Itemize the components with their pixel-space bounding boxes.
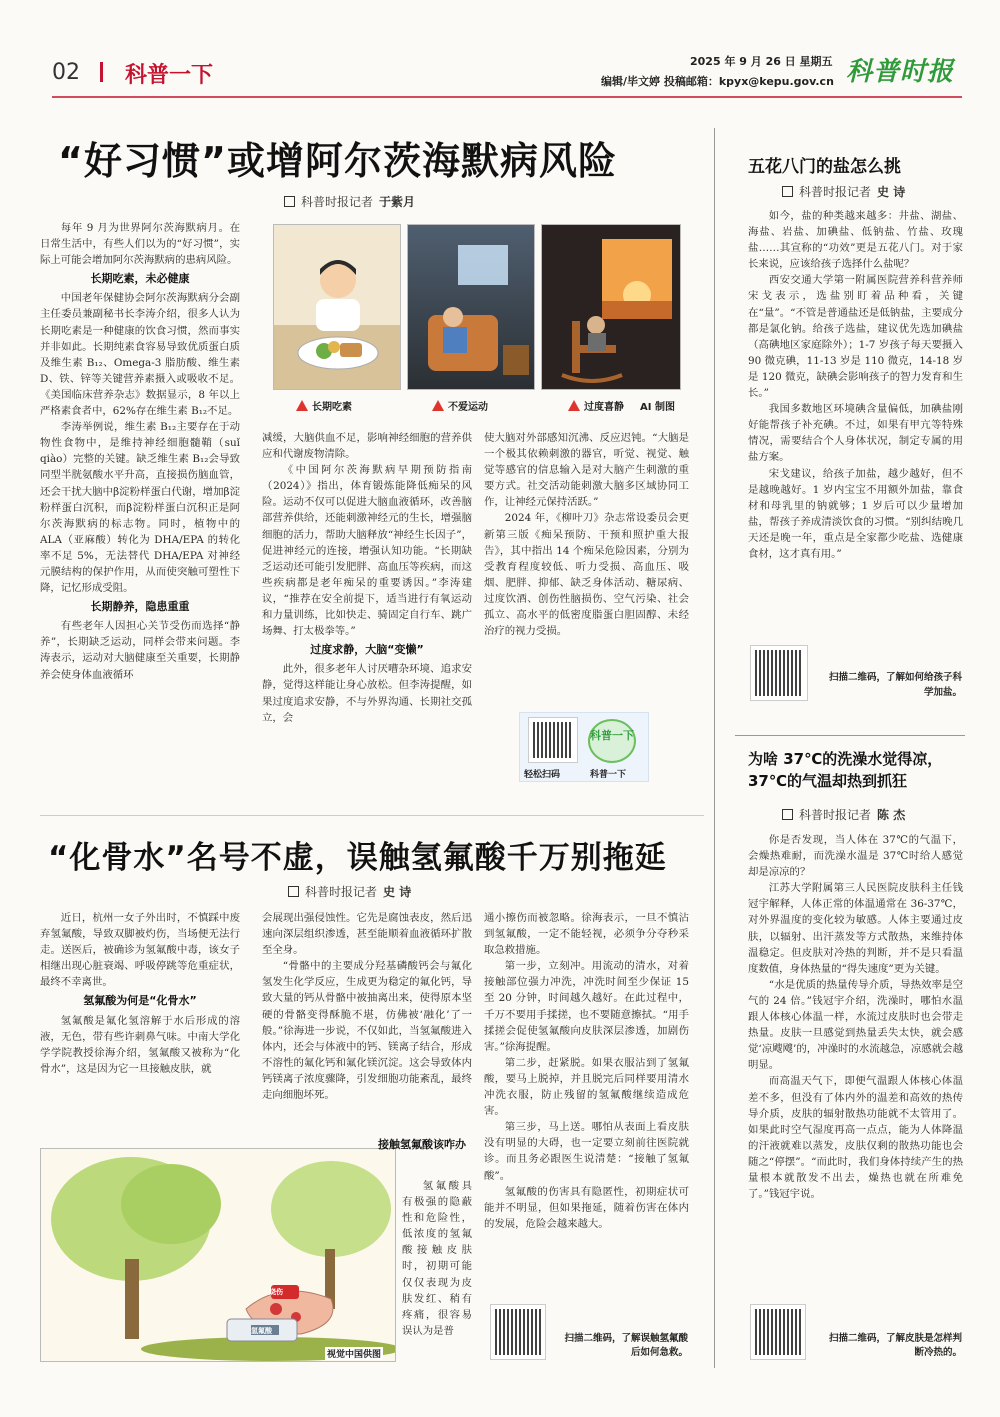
caption-text: 过度喜静	[584, 402, 624, 413]
header-rule	[52, 96, 962, 98]
editor-info: 编辑/毕文婷 投稿邮箱：kpyx@kepu.gov.cn	[601, 75, 834, 88]
caption-text: 长期吃素	[312, 402, 352, 413]
byline-prefix: 科普时报记者	[799, 808, 872, 822]
page-separator	[100, 62, 103, 82]
byline-box-icon	[288, 886, 299, 897]
column-divider	[714, 128, 715, 1368]
paragraph: 第三步，马上送。哪怕从表面上看皮肤没有明显的大碍，也一定要立刻前往医院就诊。而且务必跟医生说清楚：“接触了氢氟酸”。	[484, 1121, 689, 1182]
qr-code-hf[interactable]	[490, 1304, 546, 1360]
illustration-hf-acid	[40, 1148, 396, 1362]
image-credit: 视觉中国供图	[325, 1347, 383, 1360]
article2-byline	[288, 883, 411, 900]
rocking-chair-icon	[542, 225, 681, 390]
side2-byline	[782, 806, 905, 823]
paragraph: 如今，盐的种类越来越多：井盐、湖盐、海盐、岩盐、加碘盐、低钠盐、竹盐、玫瑰盐……其宣称的“功效”更是五花八门。对于家长来说，应该给孩子选择什么盐呢？	[748, 210, 963, 271]
qr-promo-box	[519, 712, 649, 782]
qr-caption-salt: 扫描二维码，了解如何给孩子科学加盐。	[828, 672, 962, 698]
side1-body	[748, 208, 963, 620]
byline-prefix: 科普时报记者	[305, 885, 378, 899]
byline-prefix: 科普时报记者	[301, 195, 374, 209]
side1-byline	[782, 183, 905, 200]
paragraph: “水是优质的热量传导介质，导热效率是空气的 24 倍。”钱冠宇介绍，洗澡时，哪怕水温跟人体核心体温一样，水流过皮肤时也会带走热量。皮肤一旦感觉到热量丢失太快，就会感觉‘凉飕飕’的，冲澡时的水流越急，凉感就会越明显。	[748, 978, 963, 1072]
paragraph: 西安交通大学第一附属医院营养科营养师宋戈表示，选盐别盯着品种看，关键在“量”。“不管是普通盐还是低钠盐，主要成分都是氯化钠。给孩子选盐，建议优先选加碘盐（高碘地区家庭除外）；1-7 岁孩子每天要摄入 90 微克碘，11-13 岁是 110 微克，14-18 岁是 120 微克，缺碘会影响孩子的智力发育和生长。”	[748, 274, 963, 400]
article2-subhead-box	[370, 1134, 474, 1178]
page-number: 02	[52, 60, 80, 85]
hf-scene-icon	[41, 1149, 396, 1362]
paragraph: 此外，很多老年人讨厌嘈杂环境、追求安静，觉得这样能让身心放松。但李涛提醒，如果过度追求安静，不与外界沟通、长期社交孤立，会	[262, 663, 472, 724]
warning-icon	[296, 400, 308, 411]
article2-column-3	[484, 910, 689, 1282]
side-divider	[735, 735, 965, 736]
paragraph: 我国多数地区环境碘含量偏低，加碘盐刚好能帮孩子补充碘。不过，如果有甲亢等特殊情况，需要结合个人身体状况，制定专属的用盐方案。	[748, 403, 963, 464]
article1-column-2	[262, 430, 472, 790]
section-name: 科普一下	[125, 63, 214, 88]
side2-title	[748, 748, 942, 792]
side1-title: 五花八门的盐怎么挑	[748, 157, 901, 177]
article1-title: “好习惯”或增阿尔茨海默病风险	[58, 139, 617, 183]
image-caption-3	[568, 398, 624, 413]
paragraph: 第二步，赶紧脱。如果衣服沾到了氢氟酸，要马上脱掉，并且脱完后同样要用清水冲洗衣服，防止残留的氢氟酸继续造成危害。	[484, 1056, 689, 1118]
qr-code[interactable]	[528, 717, 578, 763]
byline-box-icon	[782, 809, 793, 820]
byline-prefix: 科普时报记者	[799, 185, 872, 199]
article-divider	[40, 815, 704, 816]
qr-caption-skin: 扫描二维码，了解皮肤是怎样判断冷热的。	[828, 1333, 962, 1358]
kepu-logo: 科普一下	[588, 719, 636, 763]
subheading: 长期吃素，未必健康	[90, 272, 190, 286]
caption-text: 不爱运动	[448, 402, 488, 413]
tv-watching-icon	[408, 225, 535, 390]
warning-icon	[568, 400, 580, 411]
article2-column-2b	[402, 1178, 472, 1364]
paragraph: “骨骼中的主要成分羟基磷酸钙会与氟化氢发生化学反应，生成更为稳定的氟化钙，导致大量的钙从骨骼中被抽离出来，使得原本坚硬的骨骼变得酥脆不堪，仿佛被‘融化’了一般。”徐海进一步说，不仅如此，当氢氟酸进入体内，还会与体液中的钙、镁离子结合，形成不溶性的氟化钙和氟化镁沉淀。这会导致体内钙镁离子浓度骤降，引发细胞功能紊乱，最终走向细胞坏死。	[262, 960, 472, 1102]
paragraph: 会展现出强侵蚀性。它先是腐蚀表皮，然后迅速向深层组织渗透，甚至能顺着血液循环扩散至全身。	[262, 912, 472, 957]
byline-box-icon	[284, 196, 295, 207]
illustration-vegetarian	[273, 224, 401, 390]
paragraph: 氢氟酸的伤害具有隐匿性，初期症状可能并不明显，但如果拖延，随着伤害在体内的发展，危险会越来越大。	[484, 1185, 689, 1230]
qr-code-salt[interactable]	[750, 645, 808, 701]
byline-name: 史 诗	[383, 885, 412, 899]
image-caption-2	[432, 398, 488, 413]
paragraph: 近日，杭州一女子外出时，不慎踩中废弃氢氟酸，导致双脚被灼伤，当场便无法行走。送医后，被确诊为氢氟酸中毒，该女子相继出现心脏衰竭、呼吸停跳等危重症状，最终不幸离世。	[40, 912, 240, 989]
byline-box-icon	[782, 186, 793, 197]
title-line: 37℃的气温却热到抓狂	[748, 772, 908, 790]
paragraph: 减缓，大脑供血不足，影响神经细胞的营养供应和代谢废物清除。	[262, 432, 472, 461]
qr-caption-hf: 扫描二维码，了解误触氢氟酸后如何急救。	[564, 1333, 688, 1358]
image-credit: AI 制图	[640, 402, 675, 413]
paragraph: 《中国阿尔茨海默病早期预防指南（2024）》指出，体育锻炼能降低痴呆的风险。运动不仅可以促进大脑血液循环，改善脑部营养供给，还能刺激神经元的生长，增强脑细胞的活力，帮助大脑释放“神经生长因子”，促进神经元的连接，增强认知功能。“长期缺乏运动还可能引发肥胖、高血压等疾病，而这些疾病都是老年痴呆的重要诱因。”李涛建议，“推荐在安全前提下，适当进行有氧运动和力量训练，比如快走、骑固定自行车、跳广场舞、打太极拳等。”	[262, 464, 472, 638]
vegetarian-person-icon	[274, 225, 401, 390]
article2-title: “化骨水”名号不虚，误触氢氟酸千万别拖延	[48, 840, 667, 876]
paragraph: 氢氟酸具有极强的隐蔽性和危险性，低浓度的氢氟酸接触皮肤时，初期可能仅仅表现为皮肤发红、稍有疼痛，很容易误认为是普	[402, 1180, 472, 1337]
paragraph: 宋戈建议，给孩子加盐，越少越好，但不是越晚越好。1 岁内宝宝不用额外加盐，靠食材和母乳里的钠就够；1 岁后可以少量增加盐，帮孩子养成清淡饮食的习惯。“别纠结晚几天还是晚一年，重点是全家都少吃盐、选健康食材，这才真有用。”	[748, 467, 963, 560]
side2-body	[748, 832, 963, 1284]
byline-name: 陈 杰	[877, 808, 906, 822]
paragraph: 每年 9 月为世界阿尔茨海默病月。在日常生活中，有些人们以为的“好习惯”，实际上可能会增加阿尔茨海默病的患病风险。	[40, 222, 240, 267]
paragraph: 中国老年保健协会阿尔茨海默病分会副主任委员兼副秘书长李涛介绍，很多人认为长期吃素是一种健康的饮食习惯，然而事实并非如此。长期纯素食容易导致优质蛋白质及维生素 B₁₂、Omega-3 脂肪酸、维生素 D、铁、锌等关键营养素摄入或吸收不足。《美国临床营养杂志》数据显示，8 年以上严格素食者中，62%存在维生素 B₁₂不足。	[40, 292, 240, 418]
subheading: 长期静养，隐患重重	[90, 600, 190, 614]
paragraph: 有些老年人因担心关节受伤而选择“静养”，长期缺乏运动，同样会带来问题。李涛表示，运动对大脑健康至关重要，长期静养会使身体血液循环	[40, 620, 240, 681]
title-line: 为啥 37℃的洗澡水觉得凉，	[748, 750, 943, 768]
article2-column-1	[40, 910, 240, 1132]
issue-date: 2025 年 9 月 26 日 星期五	[690, 55, 833, 68]
illustration-quiet	[541, 224, 681, 390]
byline-name: 史 诗	[877, 185, 906, 199]
subheading: 氢氟酸为何是“化骨水”	[83, 994, 197, 1008]
article1-column-3	[484, 430, 689, 686]
byline-name: 于紫月	[379, 195, 416, 209]
subheading: 过度求静，大脑“变懒”	[310, 643, 424, 657]
image-caption-1	[296, 398, 352, 413]
subheading: 接触氢氟酸该咋办	[378, 1138, 466, 1151]
paragraph: 江苏大学附属第三人民医院皮肤科主任钱冠宇解释，人体正常的体温通常在 36-37℃，对外界温度的变化较为敏感。人体主要通过皮肤，以辐射、出汗蒸发等方式散热，来维持体温稳定。但皮肤对冷热的判断，并不是只看温度数值，身体热量的“得失速度”更为关键。	[748, 882, 963, 975]
paragraph: 通小擦伤而被忽略。徐海表示，一旦不慎沾到氢氟酸，一定不能轻视，必须争分夺秒采取急救措施。	[484, 912, 689, 957]
article2-column-2	[262, 910, 472, 1134]
bottle-label: 氢氟酸	[251, 1327, 272, 1335]
paragraph: 2024 年，《柳叶刀》杂志常设委员会更新第三版《痴呆预防、干预和照护重大报告》，其中指出 14 个痴呆危险因素，分别为受教育程度较低、听力受损、高血压、吸烟、肥胖、抑郁、缺乏身体活动、糖尿病、过度饮酒、创伤性脑损伤、空气污染、社会孤立、高水平的低密度脂蛋白胆固醇、未经治疗的视力受损。	[484, 512, 689, 638]
burn-label: 烧伤	[269, 1288, 283, 1296]
article1-byline	[284, 193, 415, 210]
paragraph: 第一步，立刻冲。用流动的清水，对着接触部位强力冲洗，冲洗时间至少保证 15 至 20 分钟，时间越久越好。在此过程中，千万不要用手揉搓，也不要随意擦拭。“用手揉搓会促使氢氟酸向皮肤深层渗透，加剧伤害。”徐海提醒。	[484, 960, 689, 1053]
newspaper-logo: 科普时报	[846, 57, 955, 87]
article1-column-1	[40, 220, 240, 788]
paragraph: 使大脑对外部感知沉沸、反应迟钝。“大脑是一个极其依赖刺激的器官，听觉、视觉、触觉等感官的信息输入是对大脑产生刺激的重要方式。社交活动能刺激大脑多区域协同工作，让神经元保持活跃。”	[484, 432, 689, 509]
qr-caption-left: 轻松扫码	[524, 770, 561, 780]
paragraph: 氢氟酸是氟化氢溶解于水后形成的溶液，无色，带有些许刺鼻气味。中南大学化学学院教授徐海介绍，氢氟酸又被称为“化骨水”，这是因为它一旦接触皮肤，就	[40, 1014, 240, 1075]
paragraph: 你是否发现，当人体在 37℃的气温下，会燥热难耐，而洗澡水温是 37℃时给人感觉却是凉凉的？	[748, 834, 963, 879]
qr-caption-right: 科普一下	[590, 770, 627, 780]
warning-icon	[432, 400, 444, 411]
paragraph: 李涛举例说，维生素 B₁₂主要存在于动物性食物中，是维持神经细胞髓鞘（suǐ qiào）完整的关键。缺乏维生素 B₁₂会导致同型半胱氨酸水平升高，直接损伤脑血管，还会干扰大脑中β淀粉样蛋白代谢，增加β淀粉样蛋白沉积，而β淀粉样蛋白沉积正是阿尔茨海默病的标志物。同时，植物中的 ALA（亚麻酸）转化为 DHA/EPA 的转化率不足 5%，无法替代 DHA/EPA 对神经元膜结构的保护作用，从而使突触可塑性下降，记忆形成受阻。	[40, 421, 240, 595]
paragraph: 而高温天气下，即便气温跟人体核心体温差不多，但没有了体内外的温差和高效的热传导介质，皮肤的辐射散热功能就不太管用了。如果此时空气湿度再高一点点，能为人体降温的汗液就难以蒸发，皮肤仅剩的散热功能也会随之“停摆”。“而此时，我们身体持续产生的热量根本就散发不出去，燥热也就在所难免了。”钱冠宇说。	[748, 1075, 963, 1201]
illustration-sedentary	[407, 224, 535, 390]
qr-code-skin[interactable]	[750, 1304, 806, 1360]
